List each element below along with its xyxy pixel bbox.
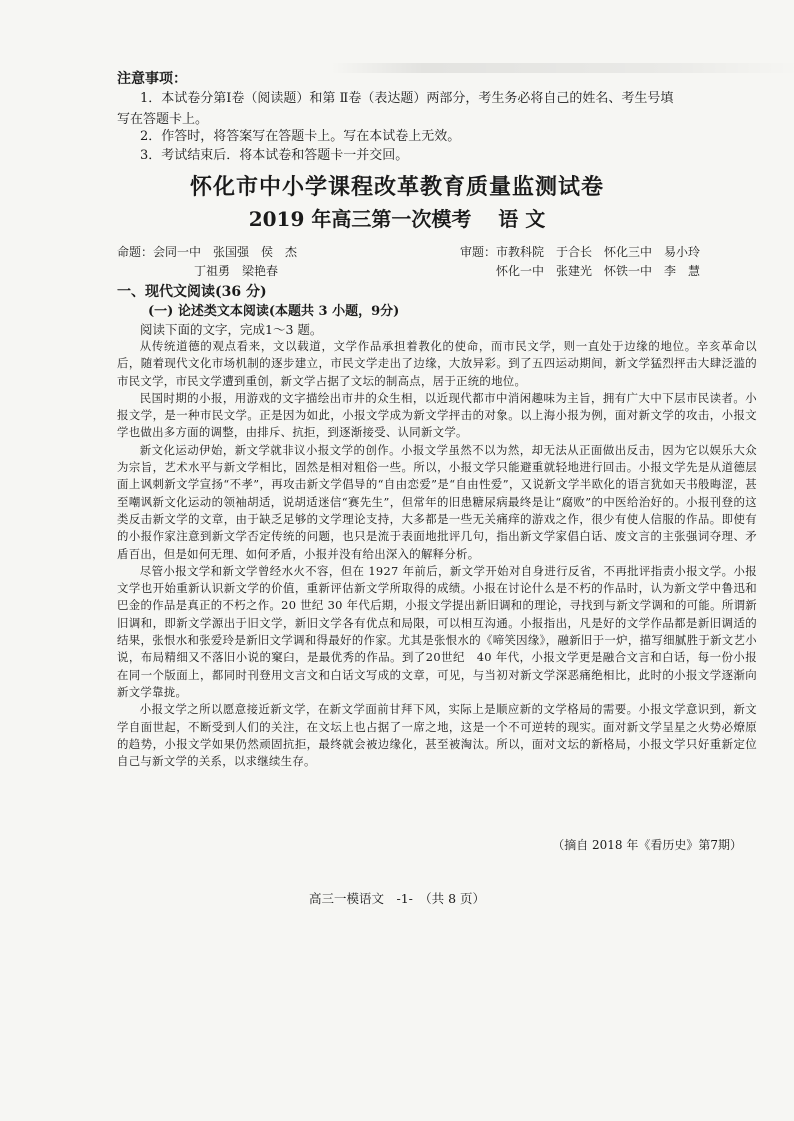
article-source: （摘自 2018 年《看历史》第7期） — [552, 838, 742, 852]
notice-item-3: 3．考试结束后．将本试卷和答题卡一并交回。 — [140, 148, 409, 163]
subsection-title: (一) 论述类文本阅读(本题共 3 小题，9分) — [148, 304, 400, 319]
article-paragraph-2: 民国时期的小报，用游戏的文字描绘出市井的众生相，以近现代都市中消闲趣味为主旨，拥有广大中下层市民读者。小报文学，是一种市民文学。正是因为如此，小报文学成为新文学抨击的对象。以上海小报为例，面对新文学的攻击，小报文学也做出多方面的调整，由排斥、抗拒，到逐渐接受、认同新文学。 — [117, 390, 757, 440]
authors-left-line1: 命题：会同一中 张国强 侯 杰 — [117, 245, 298, 259]
authors-left-line2: 丁祖勇 梁艳春 — [194, 264, 279, 278]
notice-item-2: 2．作答时，将答案写在答题卡上。写在本试卷上无效。 — [140, 129, 461, 144]
notice-item-1-continued: 写在答题卡上。 — [117, 112, 209, 127]
reading-article — [117, 338, 757, 770]
reviewers-line2: 怀化一中 张建光 怀铁一中 李 慧 — [496, 264, 701, 278]
page-footer: 高三一模语文 -1- （共 8 页） — [308, 891, 486, 906]
article-paragraph-5: 小报文学之所以愿意接近新文学，在新文学面前甘拜下风，实际上是顺应新的文学格局的需要。小报文学意识到，新文学自面世起，不断受到人们的关注，在文坛上也占据了一席之地，这是一个不可逆转的现实。面对新文学呈星之火势必燎原的趋势，小报文学如果仍然顽固抗拒，最终就会被边缘化，甚至被淘汰。所以，面对文坛的新格局，小报文学只好重新定位自己与新文学的关系，以求继续生存。 — [117, 702, 757, 769]
reading-instruction: 阅读下面的文字，完成1～3 题。 — [140, 322, 323, 337]
article-paragraph-1: 从传统道德的观点看来，文以载道，文学作品承担着教化的使命，而市民文学，则一直处于边缘的地位。辛亥革命以后，随着现代文化市场机制的逐步建立，市民文学走出了边缘，大放异彩。到了五四运动期间，新文学猛烈抨击大肆泛滥的市民文学，市民文学遭到重创，新文学占据了文坛的制高点，居于正统的地位。 — [117, 339, 757, 388]
reviewers-line1: 审题：市教科院 于合长 怀化三中 易小玲 — [460, 245, 701, 259]
article-paragraph-4: 尽管小报文学和新文学曾经水火不容，但在 1927 年前后，新文学开始对自身进行反省，不再批评指责小报文学。小报文学也开始重新认识新文学的价值，重新评估新文学所取得的成绩。小报在讨论什么是不朽的作品时，认为新文学中鲁迅和巴金的作品是真正的不朽之作。20 世纪 30 年代后期，小报文学提出新旧调和的理论，寻找到与新文学调和的可能。所谓新旧调和，即新文学源出于旧文学，新旧文学各有优点和局限，可以相互沟通。小报指出，凡是好的文学作品都是新旧调适的结果，张恨水和张爱玲是新旧文学调和得最好的作家。尤其是张恨水的《啼笑因缘》，融新旧于一炉，描写细腻胜于新文艺小说，布局精细又不落旧小说的窠臼，是最优秀的作品。到了20世纪 40 年代，小报文学更是融合文言和白话，每一份小报在同一个版面上，都同时刊登用文言文和白话文写成的文章，可见，与当初对新文学深恶痛绝相比，此时的小报文学逐渐向新文学靠拢。 — [117, 563, 757, 699]
exam-subtitle: 2019 年高三第一次模考 语 文 — [248, 207, 546, 231]
exam-title: 怀化市中小学课程改革教育质量监测试卷 — [189, 174, 604, 200]
notice-item-1: 1．本试卷分第Ⅰ卷（阅读题）和第 Ⅱ卷（表达题）两部分，考生务必将自己的姓名、考生号填 — [140, 91, 674, 106]
section-title: 一、现代文阅读(36 分) — [117, 284, 267, 300]
notice-title: 注意事项： — [117, 71, 187, 87]
article-paragraph-3: 新文化运动伊始，新文学就非议小报文学的创作。小报文学虽然不以为然，却无法从正面做出反击，因为它以娱乐大众为宗旨，艺术水平与新文学相比，固然是相对粗俗一些。所以，小报文学只能避重就轻地进行回击。小报文学先是从道德层面上讽刺新文学宣扬“不孝”，再攻击新文学倡导的“自由恋爱”是“自由性爱”，又说新文学半欧化的语言犹如天书般晦涩，甚至嘲讽新文化运动的领袖胡适，说胡适迷信“赛先生”，但常年的旧患糖尿病最终是让“腐败”的中医给治好的。小报刊登的这类反击新文学的文章，由于缺乏足够的文学理论支持，大多都是一些无关痛痒的游戏之作，很少有使人信服的作品。即使有的小报作家注意到新文学否定传统的问题，也只是流于表面地批评几句，指出新文学家倡白话、废文言的主张强词夺理、矛盾百出，但是如何无理、如何矛盾，小报并没有给出深入的解释分析。 — [117, 442, 757, 561]
scan-smudge — [330, 63, 794, 73]
